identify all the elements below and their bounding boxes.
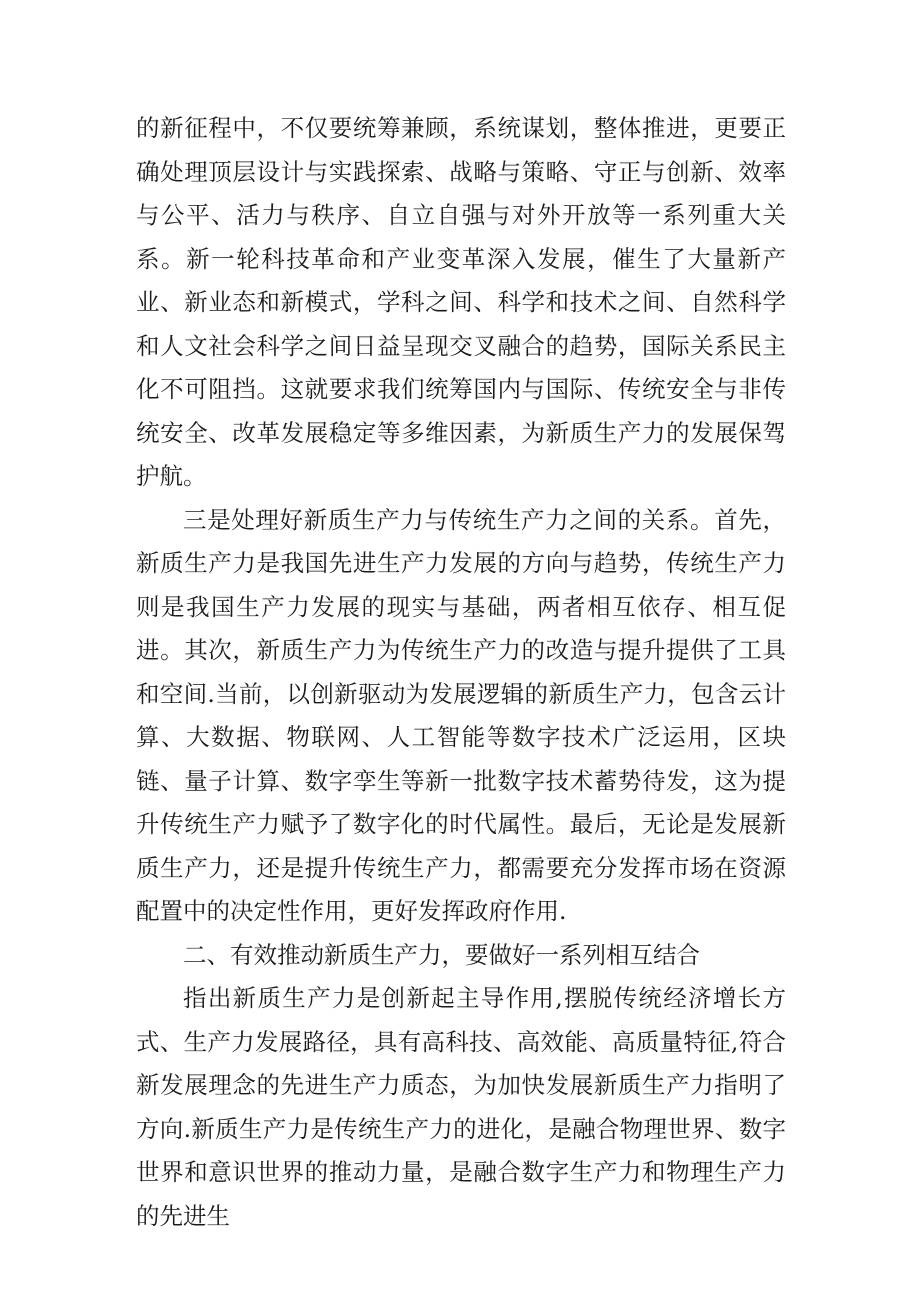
paragraph-2: 三是处理好新质生产力与传统生产力之间的关系。首先，新质生产力是我国先进生产力发展的方向与趋势，传统生产力则是我国生产力发展的现实与基础，两者相互依存、相互促进。其次，新质生产力为传统生产力的改造与提升提供了工具和空间.当前，以创新驱动为发展逻辑的新质生产力，包含云计算、大数据、物联网、人工智能等数字技术广泛运用，区块链、量子计算、数字孪生等新一批数字技术蓄势待发，这为提升传统生产力赋予了数字化的时代属性。最后，无论是发展新质生产力，还是提升传统生产力，都需要充分发挥市场在资源配置中的决定性作用，更好发挥政府作用. xyxy=(136,505,786,925)
document-body xyxy=(136,107,786,1238)
paragraph-1: 的新征程中，不仅要统筹兼顾，系统谋划，整体推进，更要正确处理顶层设计与实践探索、战略与策略、守正与创新、效率与公平、活力与秩序、自立自强与对外开放等一系列重大关系。新一轮科技革命和产业变革深入发展，催生了大量新产业、新业态和新模式，学科之间、科学和技术之间、自然科学和人文社会科学之间日益呈现交叉融合的趋势，国际关系民主化不可阻挡。这就要求我们统筹国内与国际、传统安全与非传统安全、改革发展稳定等多维因素，为新质生产力的发展保驾护航。 xyxy=(136,114,786,490)
paragraph-3: 指出新质生产力是创新起主导作用,摆脱传统经济增长方式、生产力发展路径，具有高科技、高效能、高质量特征,符合新发展理念的先进生产力质态，为加快发展新质生产力指明了方向.新质生产力是传统生产力的进化，是融合物理世界、数字世界和意识世界的推动力量，是融合数字生产力和物理生产力的先进生 xyxy=(136,984,786,1230)
section-heading: 二、有效推动新质生产力，要做好一系列相互结合 xyxy=(183,940,700,969)
